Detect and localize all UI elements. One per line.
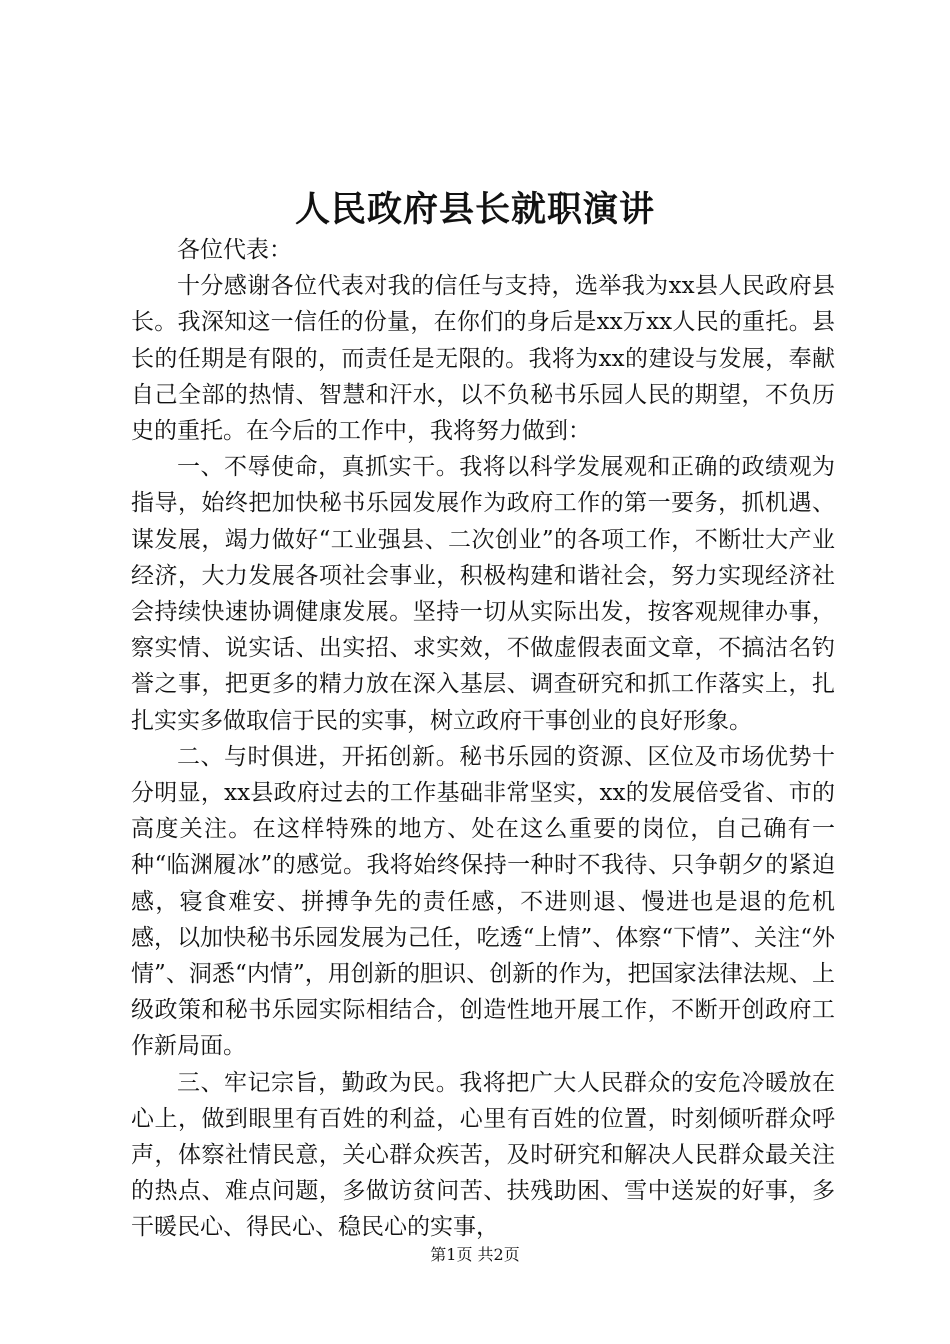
point-one-paragraph: 一、不辱使命，真抓实干。我将以科学发展观和正确的政绩观为指导，始终把加快秘书乐园发展作为政府工作的第一要务，抓机遇、谋发展，竭力做好“工业强县、二次创业”的各项工作，不断壮大产业经济，大力发展各项社会事业，积极构建和谐社会，努力实现经济社会持续快速协调健康发展。坚持一切从实际出发，按客观规律办事，察实情、说实话、出实招、求实效，不做虚假表面文章，不搞沽名钓誉之事，把更多的精力放在深入基层、调查研究和抓工作落实上，扎扎实实多做取信于民的实事，树立政府干事创业的良好形象。 <box>131 454 835 734</box>
page-number-footer: 第1页 共2页 <box>430 1245 520 1264</box>
document-body <box>131 232 835 1246</box>
point-three-paragraph: 三、牢记宗旨，勤政为民。我将把广大人民群众的安危冷暖放在心上，做到眼里有百姓的利益，心里有百姓的位置，时刻倾听群众呼声，体察社情民意，关心群众疾苦，及时研究和解决人民群众最关注的热点、难点问题，多做访贫问苦、扶残助困、雪中送炭的好事，多干暖民心、得民心、稳民心的实事， <box>131 1069 835 1241</box>
intro-paragraph: 十分感谢各位代表对我的信任与支持，选举我为xx县人民政府县长。我深知这一信任的份量，在你们的身后是xx万xx人民的重托。县长的任期是有限的，而责任是无限的。我将为xx的建设与发展，奉献自己全部的热情、智慧和汗水，以不负秘书乐园人民的期望，不负历史的重托。在今后的工作中，我将努力做到： <box>131 273 835 445</box>
document-title: 人民政府县长就职演讲 <box>294 189 655 230</box>
salutation-paragraph: 各位代表： <box>177 237 292 263</box>
point-two-paragraph: 二、与时俱进，开拓创新。秘书乐园的资源、区位及市场优势十分明显，xx县政府过去的工作基础非常坚实，xx的发展倍受省、市的高度关注。在这样特殊的地方、处在这么重要的岗位，自己确有一种“临渊履冰”的感觉。我将始终保持一种时不我待、只争朝夕的紧迫感，寝食难安、拼搏争先的责任感，不进则退、慢进也是退的危机感，以加快秘书乐园发展为己任，吃透“上情”、体察“下情”、关注“外情”、洞悉“内情”，用创新的胆识、创新的作为，把国家法律法规、上级政策和秘书乐园实际相结合，创造性地开展工作，不断开创政府工作新局面。 <box>131 743 835 1060</box>
